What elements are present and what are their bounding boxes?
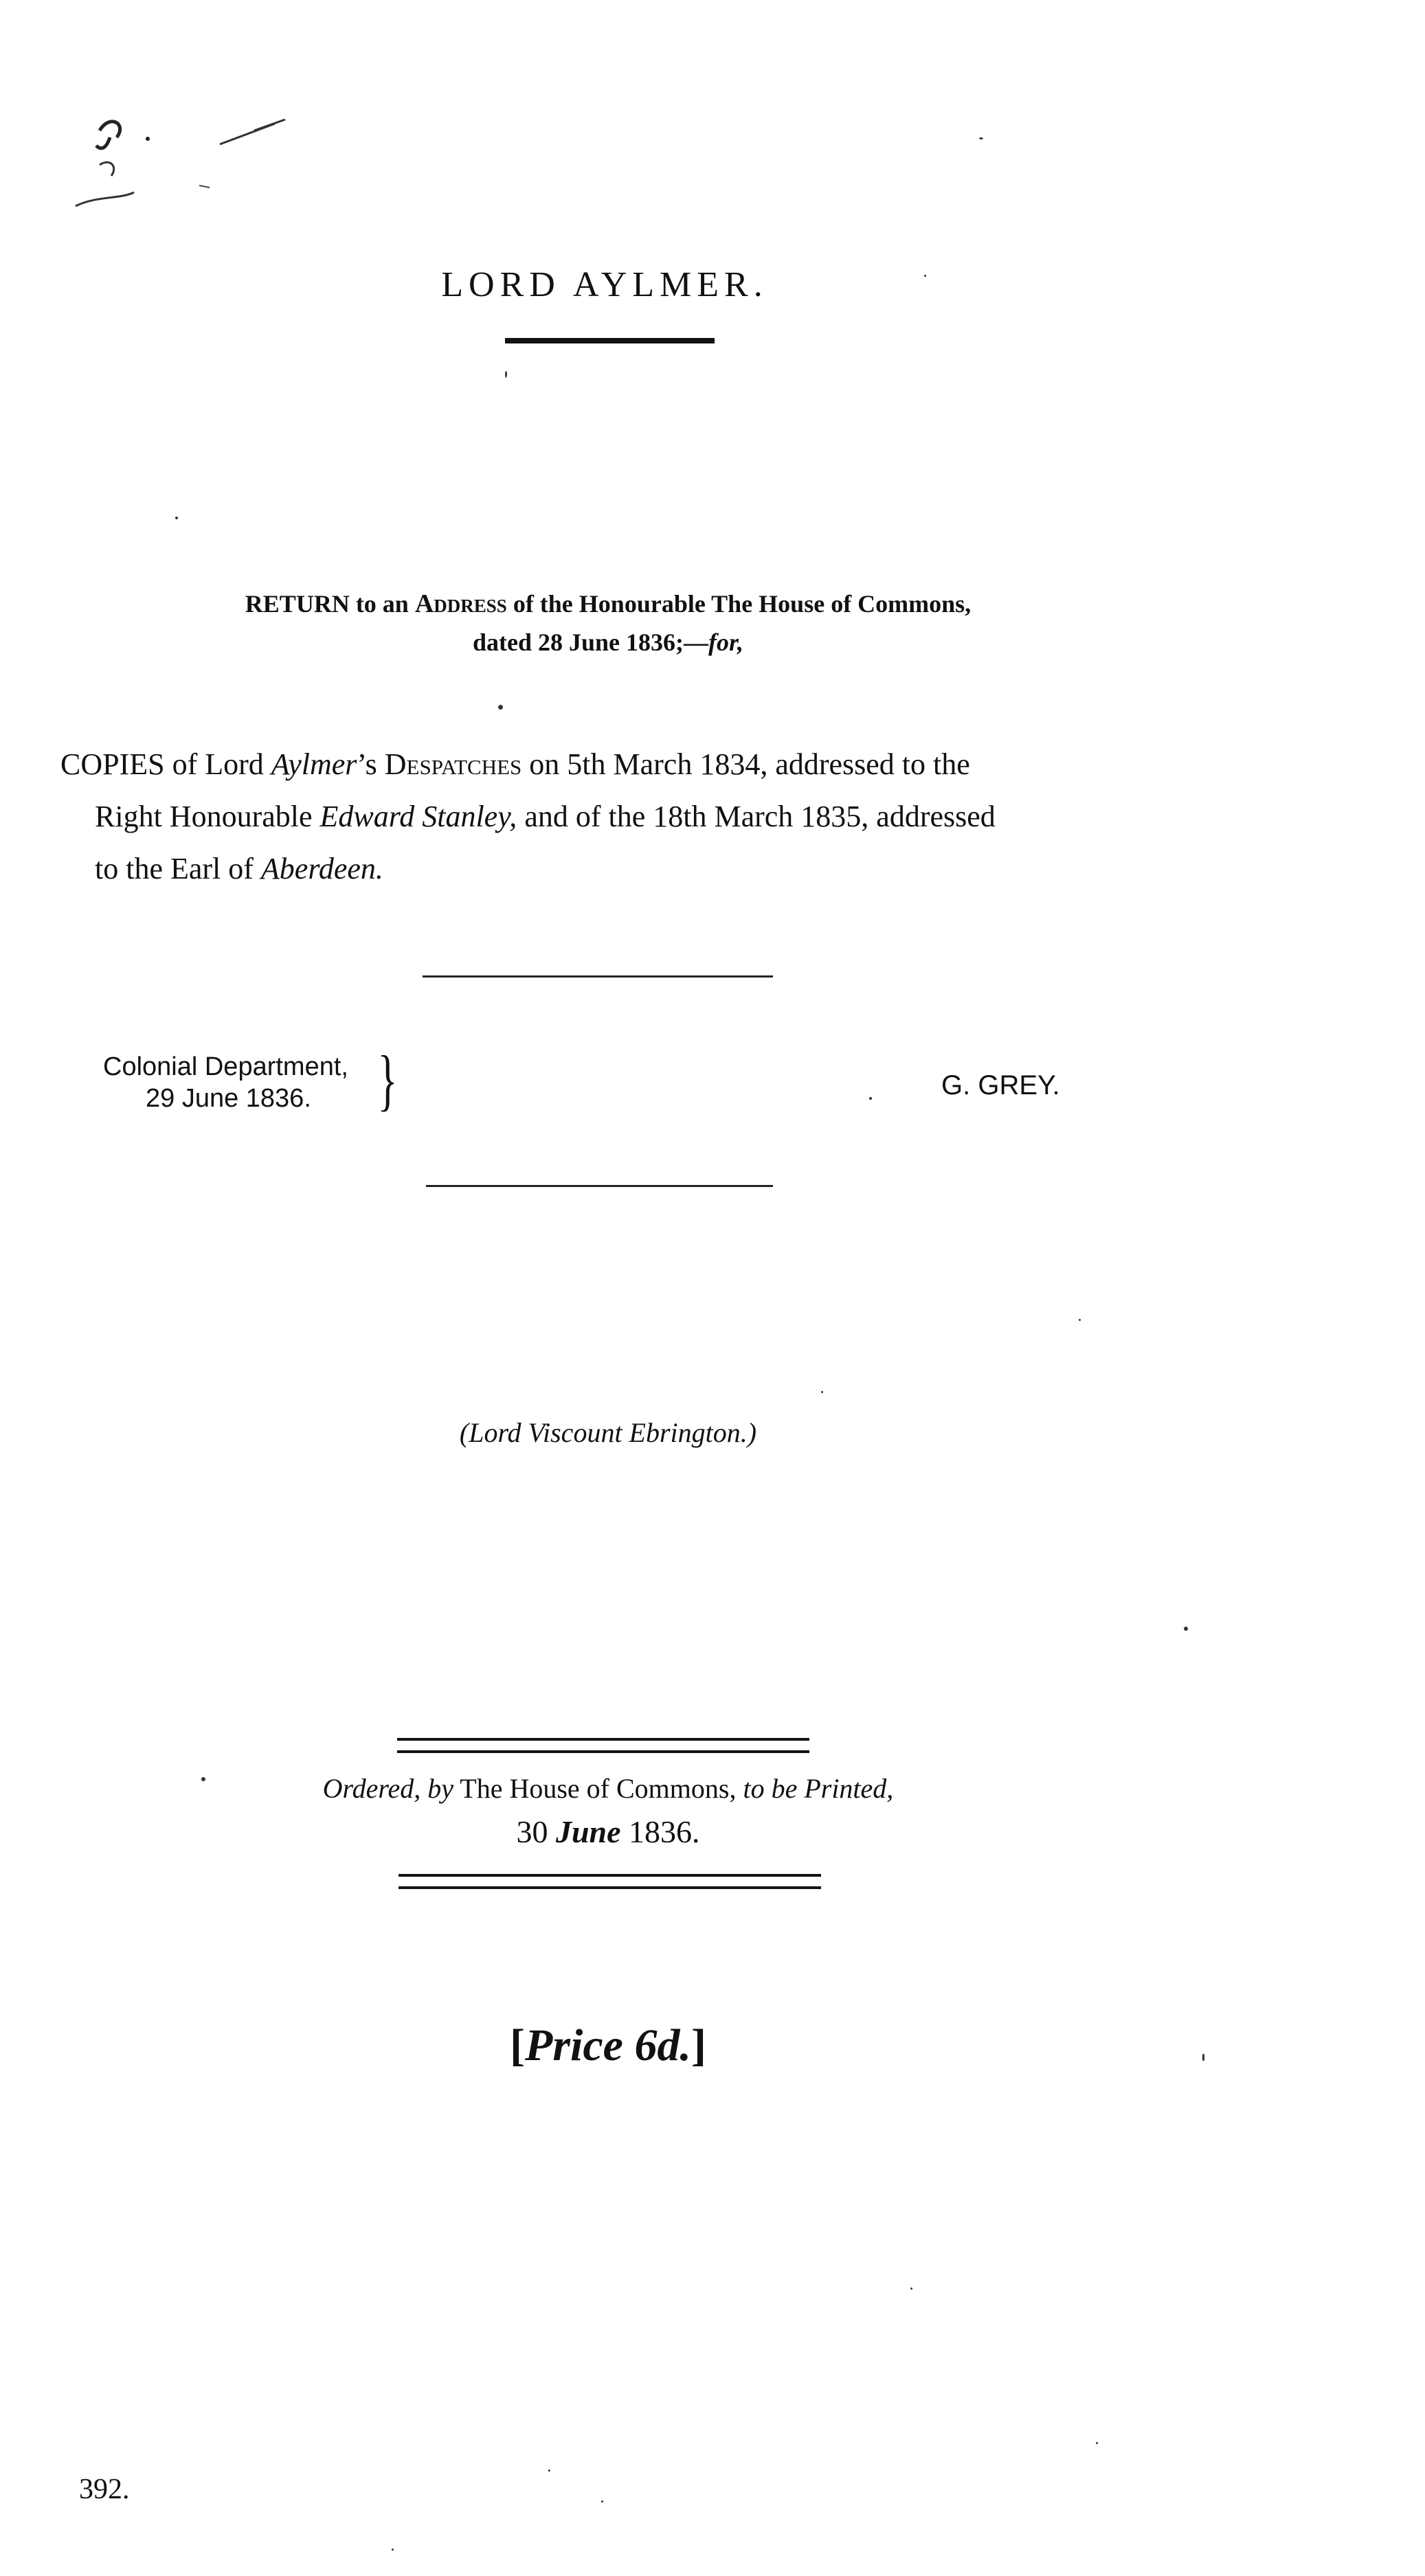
bracket-close: ] [691,2020,706,2070]
price-label [0,2020,1216,2072]
department-date: 29 June 1836. [146,1084,311,1113]
title-underline [505,338,715,343]
ink-speck [1096,2442,1098,2444]
pencil-scribble-mark [69,110,302,227]
ink-speck [498,705,503,710]
ordered-line [0,1772,1216,1805]
copies-text: on 5th March 1834, addressed to the [521,747,970,781]
copies-text: Right Honourable [95,800,320,833]
name-aberdeen: Aberdeen. [260,852,383,885]
price-text: Price 6d. [525,2020,691,2070]
ink-speck [979,137,983,139]
copies-text: ’s [357,747,385,781]
ink-speck [1184,1627,1188,1631]
return-address-rest: of the Honourable The House of Commons, [513,590,972,618]
house-name: The House of Commons, [453,1773,743,1804]
ink-speck [392,2549,394,2551]
copies-text: and of the 18th March 1835, addressed [517,800,996,833]
return-address-line2 [0,628,1216,657]
department-name: Colonial Department, [103,1052,348,1081]
copies-line-3 [60,843,1187,895]
ordered-year: 1836. [620,1814,700,1849]
ordered-day: 30 [516,1814,556,1849]
ink-speck [548,2470,550,2472]
name-stanley: Edward Stanley, [319,800,517,833]
ordered-date [0,1814,1216,1850]
return-address-line1 [0,589,1216,619]
ink-speck [924,275,926,277]
to-be-printed: to be Printed, [743,1773,894,1804]
signer-name: G. GREY. [941,1070,1060,1100]
copies-paragraph [60,738,1187,895]
ink-speck [821,1391,823,1393]
copies-line-1 [60,738,1187,791]
colonial-department-block [103,1051,348,1114]
to-an-word: to an [355,590,409,618]
bracket-open: [ [510,2020,526,2070]
ordered-by: Ordered, by [322,1773,453,1804]
for-word: for, [708,629,744,656]
ink-speck [201,1777,205,1781]
name-aylmer: Aylmer [271,747,357,781]
return-word: RETURN [245,590,350,618]
double-rule-bottom [399,1874,821,1889]
ink-speck [1202,2054,1204,2061]
section-rule [426,1185,773,1187]
address-word: Address [414,589,507,618]
copies-line-2 [60,791,1187,843]
despatches-word: Despatches [384,747,522,781]
copies-text: COPIES of Lord [60,747,271,781]
mover-name: (Lord Viscount Ebrington.) [459,1417,757,1448]
copies-text: to the Earl of [95,852,261,885]
page-number: 392. [79,2474,130,2505]
ink-speck [1079,1319,1081,1321]
double-rule-top [397,1738,809,1753]
ink-speck [910,2287,912,2290]
ink-speck [505,371,507,378]
ink-speck [869,1097,872,1100]
document-title: LORD AYLMER. [441,265,768,304]
ink-speck [601,2500,603,2502]
ink-speck [175,517,178,519]
brace-glyph: } [377,1041,398,1118]
ordered-month: June [555,1814,621,1849]
return-date: dated 28 June 1836;— [472,629,708,656]
section-rule [423,975,773,978]
